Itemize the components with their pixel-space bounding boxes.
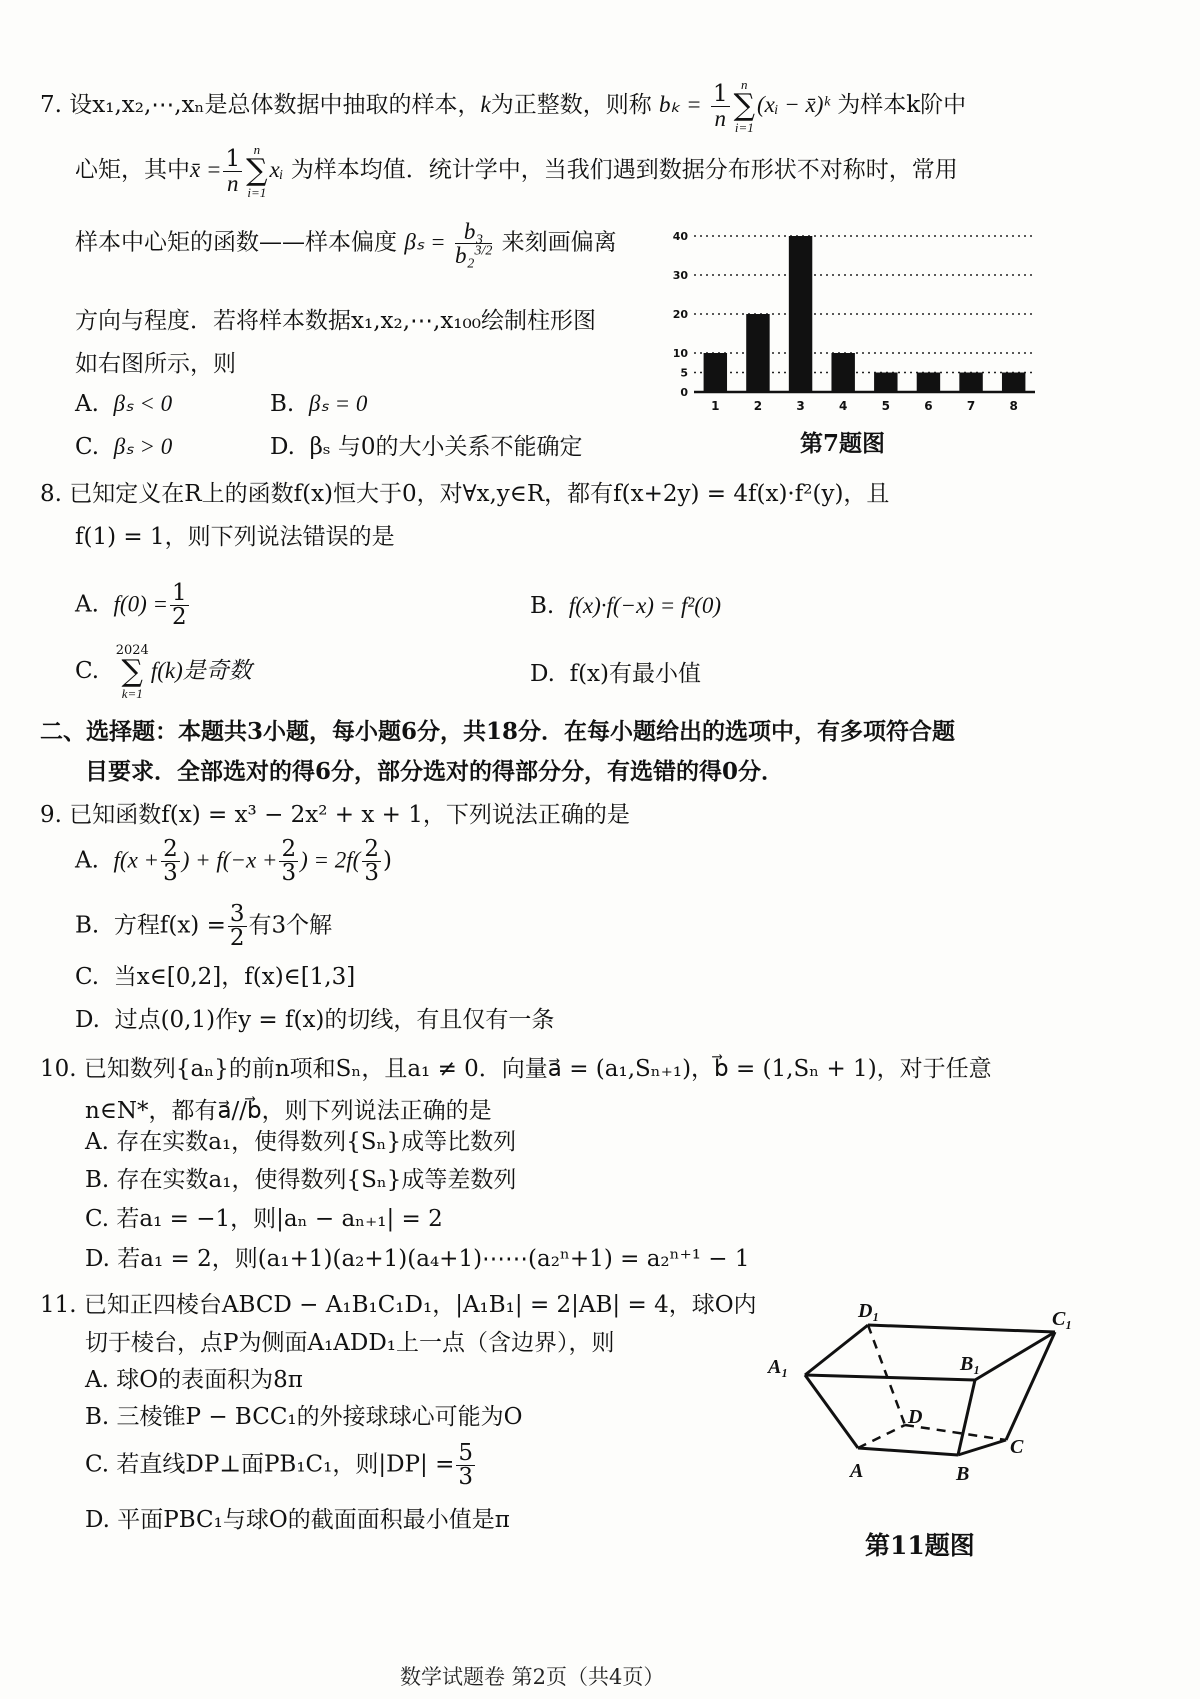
section2-heading-cont: 目要求．全部选对的得6分，部分选对的得部分分，有选错的得0分． xyxy=(85,758,785,785)
edge-BC xyxy=(958,1440,1006,1455)
edge-B1B xyxy=(958,1380,975,1455)
q7-option-b: B. βₛ = 0 xyxy=(270,391,368,417)
q7-line1: 7. 设x₁,x₂,⋯,xₙ是总体数据中抽取的样本，k为正整数，则称 bₖ = $\frac{1}{n}$ n ∑ i=1 (xᵢ − x̄)ᵏ 为样本k阶中 xyxy=(40,77,967,135)
q8-option-c: C. 2024 ∑ k=1 f(k)是奇数 xyxy=(75,643,252,701)
q11-option-a: A. 球O的表面积为8π xyxy=(85,1367,303,1393)
skewness-fraction: $\frac{\text{b₃}}{b_2^{3/2}}$ xyxy=(454,219,493,268)
edge-D1C1 xyxy=(868,1325,1055,1332)
bar xyxy=(704,353,727,392)
q7-line4: 方向与程度．若将样本数据x₁,x₂,⋯,x₁₀₀绘制柱形图 xyxy=(75,308,596,334)
bar xyxy=(874,373,897,393)
edge-D1D xyxy=(868,1325,905,1425)
q8-line2: f(1) = 1，则下列说法错误的是 xyxy=(75,524,395,550)
q10-option-b: B. 存在实数a₁，使得数列{Sₙ}成等差数列 xyxy=(85,1167,517,1193)
q7-line3: 样本中心矩的函数——样本偏度 βₛ = $\frac{\text{b₃}}{b_2^{3/2}}$ 来刻画偏离 xyxy=(75,219,617,268)
q8-option-b: B. f(x)·f(−x) = f²(0) xyxy=(530,593,722,619)
bar xyxy=(789,236,812,392)
q11-option-d: D. 平面PBC₁与球O的截面面积最小值是π xyxy=(85,1507,510,1533)
y-tick-label: 5 xyxy=(680,366,688,380)
q11-option-c: C. 若直线DP⊥面PB₁C₁，则|DP| = $\frac{5}{3}$ xyxy=(85,1440,474,1490)
edge-A1A xyxy=(805,1375,858,1448)
x-tick-label: 3 xyxy=(796,399,805,413)
bar xyxy=(746,314,769,392)
section2-heading: 二、选择题：本题共3小题，每小题6分，共18分．在每小题给出的选项中，有多项符合题 xyxy=(40,718,956,745)
x-tick-label: 5 xyxy=(881,399,890,413)
q8-option-d: D. f(x)有最小值 xyxy=(530,661,701,687)
label-D1: D₁ xyxy=(858,1300,880,1322)
y-tick-label: 10 xyxy=(672,347,688,360)
q7-option-c: C. βₛ > 0 xyxy=(75,434,173,460)
q7-line5: 如右图所示，则 xyxy=(75,351,236,377)
x-tick-label: 7 xyxy=(966,399,976,413)
q10-option-a: A. 存在实数a₁，使得数列{Sₙ}成等比数列 xyxy=(85,1129,517,1155)
sigma: n ∑ i=1 xyxy=(246,142,268,200)
x-tick-label: 2 xyxy=(753,399,763,413)
x-tick-label: 8 xyxy=(1009,399,1018,413)
bar xyxy=(831,353,854,392)
edge-A1D1 xyxy=(805,1325,868,1375)
q7-line2: 心矩，其中x̄ = $\frac{1}{n}$ n ∑ i=1 xᵢ 为样本均值．统计学中，当我们遇到数据分布形状不对称时，常用 xyxy=(75,142,958,200)
q9-option-b: B. 方程f(x) = $\frac{3}{2}$ 有3个解 xyxy=(75,901,333,951)
q9-option-c: C. 当x∈[0,2]，f(x)∈[1,3] xyxy=(75,964,356,990)
fraction: $\frac{1}{n}$ xyxy=(225,145,241,196)
q11-line1: 11. 已知正四棱台ABCD − A₁B₁C₁D₁，|A₁B₁| = 2|AB| = 4，球O内 xyxy=(40,1292,757,1318)
q8-option-a: A. f(0) = $\frac{1}{2}$ xyxy=(75,580,187,630)
q7-number: 7. xyxy=(40,92,62,118)
q10-line2: n∈N*，都有a⃗//b⃗，则下列说法正确的是 xyxy=(85,1098,492,1124)
page-footer: 数学试题卷 第2页（共4页） xyxy=(400,1665,665,1689)
q7-figure-caption: 第7题图 xyxy=(800,430,886,457)
bar xyxy=(1002,373,1025,393)
bar xyxy=(917,373,940,393)
fraction: $\frac{1}{n}$ xyxy=(712,80,728,131)
q7-bar-chart xyxy=(660,222,1050,422)
y-tick-label: 20 xyxy=(672,308,688,321)
edge-AD xyxy=(858,1425,905,1448)
q10-line1: 10. 已知数列{aₙ}的前n项和Sₙ，且a₁ ≠ 0．向量a⃗ = (a₁,Sₙ₊₁)，b⃗ = (1,Sₙ + 1)，对于任意 xyxy=(40,1056,992,1082)
label-A1: A₁ xyxy=(768,1356,789,1378)
label-D: D xyxy=(908,1406,923,1428)
edge-AB xyxy=(858,1448,958,1455)
bar xyxy=(959,373,982,393)
q10-option-d: D. 若a₁ = 2，则(a₁+1)(a₂+1)(a₄+1)⋯⋯(a₂ⁿ+1) = a₂ⁿ⁺¹ − 1 xyxy=(85,1246,750,1272)
q8-line1: 8. 已知定义在R上的函数f(x)恒大于0，对∀x,y∈R，都有f(x+2y) = 4f(x)·f²(y)，且 xyxy=(40,481,890,507)
x-tick-label: 1 xyxy=(711,399,720,413)
q11-figure-caption: 第11题图 xyxy=(865,1531,975,1560)
sigma: n ∑ i=1 xyxy=(733,77,755,135)
label-B1: B₁ xyxy=(960,1353,981,1375)
q11-line2: 切于棱台，点P为侧面A₁ADD₁上一点（含边界），则 xyxy=(85,1330,615,1356)
x-tick-label: 6 xyxy=(924,399,933,413)
label-C: C xyxy=(1010,1436,1024,1458)
label-B: B xyxy=(956,1463,970,1485)
x-tick-label: 4 xyxy=(839,399,848,413)
edge-A1B1 xyxy=(805,1375,975,1380)
y-tick-label: 30 xyxy=(672,269,688,282)
q7-option-d: D. βₛ 与0的大小关系不能确定 xyxy=(270,434,583,460)
q9-option-d: D. 过点(0,1)作y = f(x)的切线，有且仅有一条 xyxy=(75,1007,555,1033)
y-tick-label: 40 xyxy=(672,230,688,243)
q7-option-a: A. βₛ < 0 xyxy=(75,391,173,417)
q9-option-a: A. f(x + $\frac{2}{3}$ ) + f(−x + $\frac{2}{3}$ ) = 2f( $\frac{2}{3}$ ) xyxy=(75,836,392,886)
q11-frustum-figure xyxy=(760,1295,1090,1520)
q9-stem: 9. 已知函数f(x) = x³ − 2x² + x + 1，下列说法正确的是 xyxy=(40,802,630,828)
q11-option-b: B. 三棱锥P − BCC₁的外接球球心可能为O xyxy=(85,1404,523,1430)
label-C1: C₁ xyxy=(1052,1308,1073,1330)
label-A: A xyxy=(850,1460,864,1482)
y-tick-label: 0 xyxy=(680,386,688,399)
q10-option-c: C. 若a₁ = −1，则|aₙ − aₙ₊₁| = 2 xyxy=(85,1206,443,1232)
